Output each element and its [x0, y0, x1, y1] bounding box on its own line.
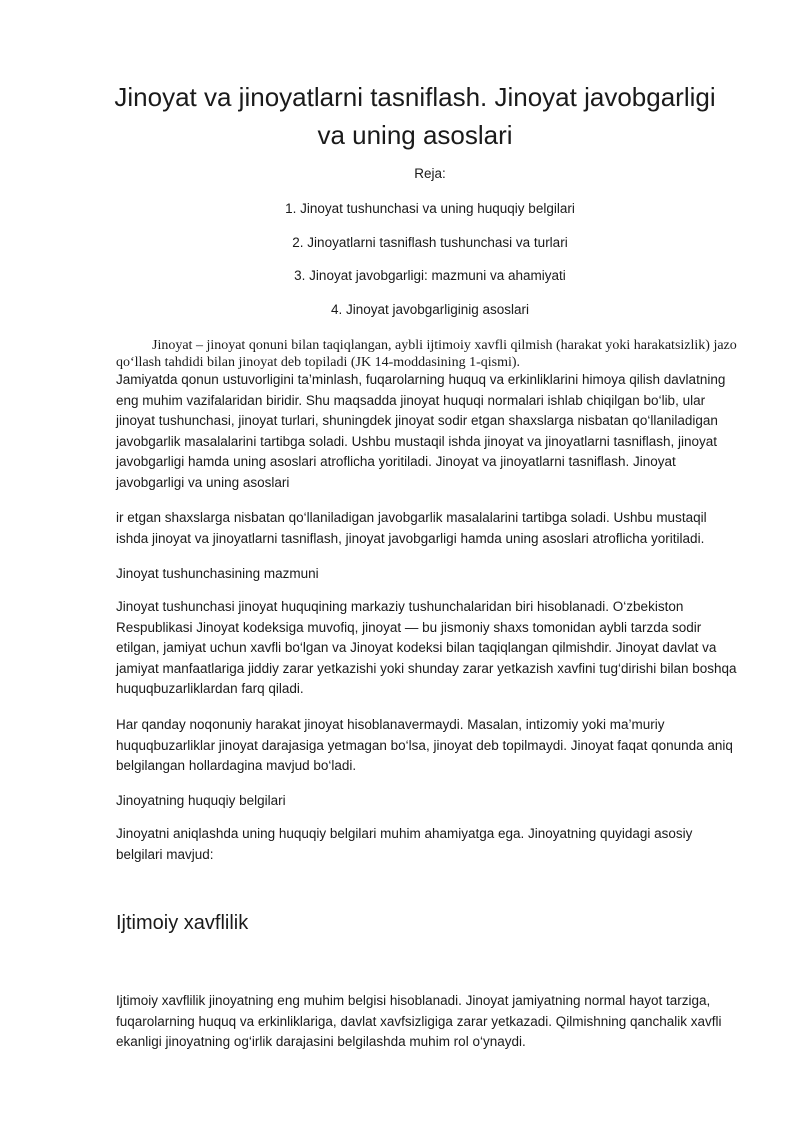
plan-item-4: 4. Jinoyat javobgarliginig asoslari [330, 302, 530, 317]
section-paragraph-concept-2: Har qanday noqonuniy harakat jinoyat hisoblanavermaydi. Masalan, intizomiy yoki ma’muriy huquqbuzarliklar jinoyat darajasiga yetmagan bo‘lsa, jinoyat deb topilmaydi. Jinoyat faqat qonunda aniq belgilangan hollardagina mavjud bo‘ladi. [116, 717, 733, 774]
definition-text: Jinoyat – jinoyat qonuni bilan taqiqlangan, aybli ijtimoiy xavfli qilmish (harakat yoki harakatsizlik) jazo qo‘llash tahdidi bilan jinoyat deb topiladi (JK 14-moddasining 1-qismi). [116, 338, 737, 370]
section-heading-legal-signs: Jinoyatning huquqiy belgilari [116, 793, 286, 808]
plan-item-3: 3. Jinoyat javobgarligi: mazmuni va ahamiyati [294, 268, 566, 283]
intro-paragraph: Jamiyatda qonun ustuvorligini ta’minlash, fuqarolarning huquq va erkinliklarini himoya qilish davlatning eng muhim vazifalaridan biridir. Shu maqsadda jinoyat huquqi normalari ishlab chiqilgan bo‘lib, ular jinoyat tushunchasi, jinoyat turlari, shuningdek jinoyat sodir etgan shaxslarga nisbatan qo‘llaniladigan javobgarlik masalalarini tartibga soladi. Ushbu mustaqil ishda jinoyat va jinoyatlarni tasniflash, jinoyat javobgarligi hamda uning asoslari atroflicha yoritiladi. Jinoyat va jinoyatlarni tasniflash. Jinoyat javobgarligi va uning asoslari [116, 372, 726, 490]
plan-item-1: 1. Jinoyat tushunchasi va uning huquqiy belgilari [285, 201, 575, 216]
section-paragraph-concept-1: Jinoyat tushunchasi jinoyat huquqining markaziy tushunchalaridan biri hisoblanadi. O‘zbekiston Respublikasi Jinoyat kodeksiga muvofiq, jinoyat — bu jismoniy shaxs tomonidan aybli tarzda sodir etilgan, jamiyat uchun xavfli bo‘lgan va Jinoyat kodeksi bilan taqiqlangan qilmishdir. Jinoyat davlat va jamiyat manfaatlariga jiddiy zarar yetkazishi yoki shunday zarar yetkazish xavfini tug‘dirishi bilan boshqa huquqbuzarliklardan farq qiladi. [116, 599, 737, 697]
definition-paragraph [116, 337, 756, 371]
document-title: Jinoyat va jinoyatlarni tasniflash. Jinoyat javobgarligi va uning asoslari [114, 82, 716, 150]
plan-label: Reja: [414, 166, 446, 181]
fragment-paragraph: ir etgan shaxslarga nisbatan qo‘llaniladigan javobgarlik masalalarini tartibga soladi. Ushbu mustaqil ishda jinoyat va jinoyatlarni tasniflash, jinoyat javobgarligi hamda uning asoslari atroflicha yoritiladi. [116, 510, 707, 546]
section-heading-concept: Jinoyat tushunchasining mazmuni [116, 566, 319, 581]
section-paragraph-legal-signs: Jinoyatni aniqlashda uning huquqiy belgilari muhim ahamiyatga ega. Jinoyatning quyidagi asosiy belgilari mavjud: [116, 826, 693, 862]
subheading-social-danger: Ijtimoiy xavflilik [116, 912, 249, 934]
paragraph-social-danger: Ijtimoiy xavflilik jinoyatning eng muhim belgisi hisoblanadi. Jinoyat jamiyatning normal hayot tarziga, fuqarolarning huquq va erkinliklariga, davlat xavfsizligiga zarar yetkazadi. Qilmishning qanchalik xavfli ekanligi jinoyatning og‘irlik darajasini belgilashda muhim rol o‘ynaydi. [116, 993, 722, 1050]
plan-item-2: 2. Jinoyatlarni tasniflash tushunchasi va turlari [292, 235, 568, 250]
